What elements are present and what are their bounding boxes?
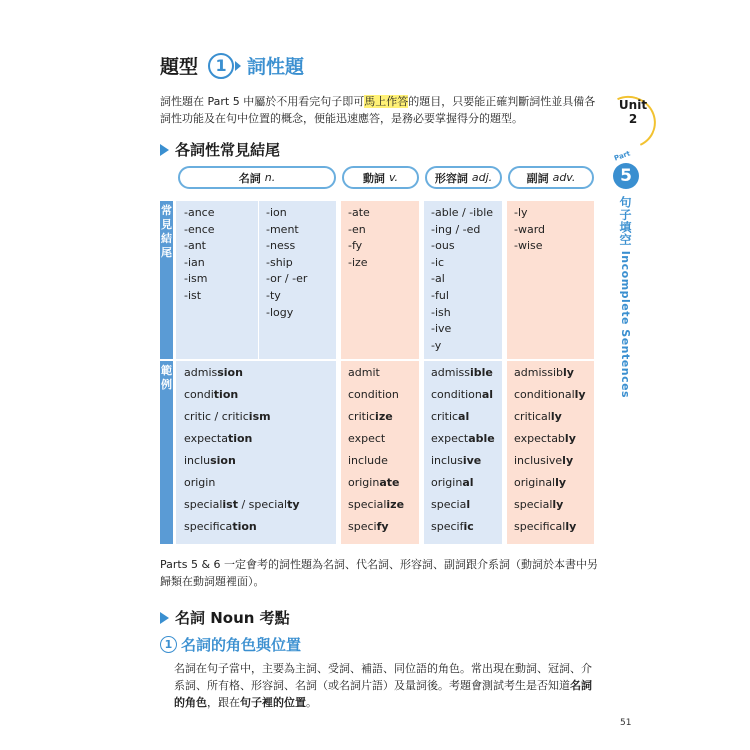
body-text-end: 。: [306, 696, 317, 709]
example-word: [431, 384, 495, 406]
ending: -ate: [348, 206, 370, 219]
unit-label: Unit: [618, 98, 648, 112]
body-bold-1: 名詞的角色: [174, 679, 592, 709]
body-bold-2: 句子裡的位置: [240, 696, 306, 709]
example-word: [184, 516, 300, 538]
example-word: [184, 384, 300, 406]
examples-verb: [348, 362, 404, 538]
section-heading-text: 各詞性常見結尾: [175, 141, 281, 159]
section-heading-endings: [160, 139, 280, 160]
examples-noun: [184, 362, 300, 538]
example-stem: special: [184, 498, 223, 511]
ending: -ion: [266, 206, 287, 219]
example-word: [348, 384, 404, 406]
example-word: [348, 494, 404, 516]
arrow-icon: [235, 61, 241, 71]
part-label: Part: [613, 149, 632, 163]
part-number-circle: 5: [613, 163, 639, 189]
example-stem: inclu: [184, 454, 211, 467]
ending: -ous: [431, 239, 455, 253]
side-label-endings: 常見結尾: [160, 201, 173, 359]
side-title: [617, 196, 634, 398]
pos-en: v.: [388, 171, 399, 184]
ending: -ward: [514, 222, 546, 236]
example-word: [431, 450, 495, 472]
pos-pill-adj: [425, 166, 502, 189]
ending: -ive: [431, 322, 452, 336]
example-suffix: ism: [248, 410, 271, 423]
body-text-mid: ，跟在: [207, 696, 240, 709]
ending: -ly: [514, 206, 528, 219]
section-heading-text: 名詞 Noun 考點: [175, 609, 290, 627]
example-suffix: ty: [287, 498, 300, 511]
example-stem: admis: [184, 366, 218, 379]
ending: -ize: [348, 255, 368, 269]
ending: -fy: [348, 239, 363, 253]
example-word: [431, 516, 495, 538]
page-number: 51: [620, 718, 632, 728]
example-suffix: tion: [213, 388, 239, 401]
endings-noun-col1: [184, 205, 215, 305]
example-suffix: al: [458, 410, 470, 423]
ending: -or / -er: [266, 272, 308, 286]
example-word: [184, 450, 300, 472]
example-word: [184, 472, 300, 494]
example-stem: expectab: [514, 432, 565, 445]
example-stem: origin: [184, 476, 216, 489]
endings-adj: [431, 205, 493, 354]
example-word: [431, 472, 495, 494]
pos-zh: 名詞: [238, 171, 261, 185]
example-suffix: tion: [227, 432, 253, 445]
example-stem: specifical: [514, 520, 566, 533]
example-word: [431, 406, 495, 428]
example-word: [348, 362, 404, 384]
example-stem: critical: [514, 410, 551, 423]
body-text: 名詞在句子當中，主要為主詞、受詞、補語、同位語的角色。常出現在動詞、冠詞、介系詞、所有格、形容詞、名詞（或名詞片語）及量詞後。考題會測試考生是否知道: [174, 662, 592, 692]
example-suffix: ly: [550, 410, 562, 423]
example-word: [348, 406, 404, 428]
example-suffix: ate: [379, 476, 400, 489]
side-label-examples: 範例: [160, 361, 173, 544]
example-word: [348, 428, 404, 450]
pos-pill-adv: [508, 166, 594, 189]
example-word: [184, 406, 300, 428]
example-word: [514, 516, 586, 538]
example-suffix: ic: [463, 520, 474, 533]
example-word: [184, 362, 300, 384]
example-word: [514, 428, 586, 450]
ending: -ance: [184, 206, 215, 219]
example-suffix: al: [481, 388, 494, 401]
parts-note: Parts 5 & 6 一定會考的詞性題為名詞、代名詞、形容詞、副詞跟介系詞（動詞於本書中另歸類在動詞題裡面）。: [160, 558, 599, 588]
ending: -ing / -ed: [431, 222, 481, 236]
example-stem: / special: [237, 498, 288, 511]
pos-en: adv.: [552, 171, 576, 184]
example-stem: include: [348, 454, 388, 467]
example-stem: specia: [431, 498, 467, 511]
example-suffix: fy: [376, 520, 389, 533]
subheading-number-circle: 1: [160, 636, 177, 653]
ending: -en: [348, 222, 366, 236]
ending: -ic: [431, 255, 445, 269]
triangle-icon: [160, 144, 169, 156]
ending: -able / -ible: [431, 206, 494, 219]
example-stem: origin: [348, 476, 380, 489]
section-heading-noun: [160, 607, 290, 628]
pos-zh: 動詞: [362, 171, 385, 185]
page-title: [160, 52, 304, 79]
row-divider: [160, 359, 594, 361]
example-stem: specifica: [184, 520, 233, 533]
intro-text-1: 詞性題在 Part 5 中屬於不用看完句子即可: [160, 95, 365, 108]
example-stem: critic: [431, 410, 459, 423]
ending: -ism: [184, 272, 208, 286]
example-stem: inclusive: [514, 454, 563, 467]
title-sub: 詞性題: [247, 56, 305, 78]
ending: -ship: [266, 255, 293, 269]
example-word: [514, 494, 586, 516]
example-stem: conditional: [514, 388, 575, 401]
example-stem: speci: [348, 520, 377, 533]
example-word: [431, 494, 495, 516]
example-word: [348, 472, 404, 494]
example-suffix: able: [468, 432, 495, 445]
example-suffix: ly: [555, 476, 567, 489]
example-suffix: sion: [210, 454, 236, 467]
example-suffix: sion: [217, 366, 243, 379]
example-word: [348, 516, 404, 538]
side-title-en: Incomplete Sentences: [619, 250, 632, 399]
example-suffix: tion: [232, 520, 257, 533]
example-word: [431, 362, 495, 384]
noun-divider: [258, 201, 259, 359]
ending: -ist: [184, 288, 202, 302]
example-word: [184, 494, 300, 516]
example-suffix: ly: [574, 388, 586, 401]
ending: -ian: [184, 255, 205, 269]
title-main: 題型: [160, 56, 199, 78]
example-suffix: ly: [562, 454, 574, 467]
example-stem: special: [348, 498, 387, 511]
example-suffix: ly: [563, 366, 574, 379]
example-suffix: ly: [564, 432, 576, 445]
ending: -wise: [514, 239, 543, 253]
example-word: [514, 362, 586, 384]
pos-pill-noun: [178, 166, 336, 189]
unit-badge: [612, 98, 654, 126]
example-word: [184, 428, 300, 450]
ending: -ment: [266, 222, 299, 236]
example-stem: condi: [184, 388, 214, 401]
example-word: [514, 406, 586, 428]
example-stem: critic / critic: [184, 410, 249, 423]
example-stem: expect: [431, 432, 469, 445]
ending: -y: [431, 338, 442, 352]
pos-en: adj.: [471, 171, 493, 184]
example-suffix: ize: [386, 498, 405, 511]
examples-adv: [514, 362, 586, 538]
intro-paragraph: [160, 93, 600, 127]
ending: -ence: [184, 222, 215, 236]
example-suffix: ist: [222, 498, 238, 511]
example-word: [514, 450, 586, 472]
endings-noun-col2: [266, 205, 307, 321]
example-suffix: ive: [462, 454, 482, 467]
pos-en: n.: [264, 171, 276, 184]
side-title-zh: 句子填空: [618, 196, 632, 246]
example-stem: special: [514, 498, 553, 511]
pos-pill-verb: [342, 166, 419, 189]
example-stem: inclus: [431, 454, 463, 467]
examples-adj: [431, 362, 495, 538]
example-suffix: ize: [375, 410, 393, 423]
subheading-text: 名詞的角色與位置: [181, 636, 302, 654]
example-stem: expect: [348, 432, 386, 445]
body-paragraph: [174, 660, 594, 711]
ending: -ness: [266, 239, 296, 253]
example-suffix: ible: [469, 366, 493, 379]
endings-adv: [514, 205, 545, 255]
example-suffix: ly: [565, 520, 577, 533]
example-stem: condition: [431, 388, 482, 401]
example-suffix: al: [462, 476, 474, 489]
ending: -ful: [431, 288, 449, 302]
intro-text-2: 的題目，只要能正確判斷詞性並具備各詞性功能及在句中位置的概念，便能迅速應答，是務必要掌握得分的題型。: [160, 95, 596, 125]
example-word: [348, 450, 404, 472]
ending: -ant: [184, 239, 206, 253]
ending: -logy: [266, 305, 294, 319]
example-suffix: l: [466, 498, 471, 511]
pos-zh: 副詞: [526, 171, 549, 185]
example-word: [514, 472, 586, 494]
pos-zh: 形容詞: [434, 171, 468, 185]
example-stem: expecta: [184, 432, 228, 445]
intro-highlight: 馬上作答: [364, 95, 409, 108]
subheading-role-position: [160, 634, 301, 655]
unit-number: 2: [628, 112, 638, 126]
example-suffix: ly: [552, 498, 564, 511]
example-word: [514, 384, 586, 406]
example-stem: admiss: [431, 366, 470, 379]
example-stem: condition: [348, 388, 399, 401]
example-stem: origin: [431, 476, 463, 489]
example-word: [431, 428, 495, 450]
example-stem: specif: [431, 520, 464, 533]
example-stem: admit: [348, 366, 380, 379]
title-number-circle: 1: [208, 53, 234, 79]
triangle-icon: [160, 612, 169, 624]
ending: -ish: [431, 305, 451, 319]
example-stem: original: [514, 476, 556, 489]
ending: -ty: [266, 288, 281, 302]
example-stem: critic: [348, 410, 376, 423]
example-stem: admissib: [514, 366, 563, 379]
endings-verb: [348, 205, 370, 271]
ending: -al: [431, 272, 445, 286]
